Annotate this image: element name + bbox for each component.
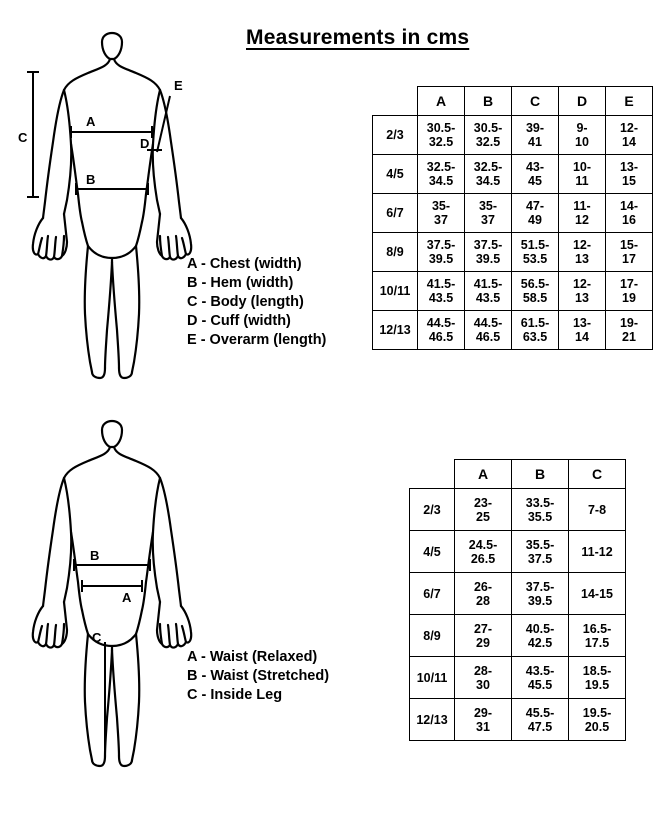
table-top-size-1: 4/5 <box>373 155 418 194</box>
legend-top-item-c: C - Body (length) <box>187 294 304 310</box>
table-top-header-row <box>373 87 653 116</box>
table-top-cell-1-0: 32.5- 34.5 <box>418 155 465 194</box>
table-top-col-a: A <box>418 87 465 116</box>
figure-label-a-top: A <box>86 114 96 129</box>
table-bottom-cell-5-0: 29- 31 <box>455 699 512 741</box>
table-top-cell-5-0: 44.5- 46.5 <box>418 311 465 350</box>
table-top-cell-5-1: 44.5- 46.5 <box>465 311 512 350</box>
table-bottom-cell-2-1: 37.5- 39.5 <box>512 573 569 615</box>
table-row <box>373 233 653 272</box>
table-bottom-cell-3-1: 40.5- 42.5 <box>512 615 569 657</box>
table-bottom-size-2: 6/7 <box>410 573 455 615</box>
table-top-cell-1-3: 10- 11 <box>559 155 606 194</box>
table-top-cell-2-4: 14- 16 <box>606 194 653 233</box>
table-row <box>373 116 653 155</box>
table-bottom-size-0: 2/3 <box>410 489 455 531</box>
table-top-size-2: 6/7 <box>373 194 418 233</box>
table-row <box>410 573 626 615</box>
table-top-col-c: C <box>512 87 559 116</box>
table-top-size-5: 12/13 <box>373 311 418 350</box>
table-top-cell-3-3: 12- 13 <box>559 233 606 272</box>
table-row <box>410 615 626 657</box>
table-bottom-cell-1-0: 24.5- 26.5 <box>455 531 512 573</box>
table-row <box>373 155 653 194</box>
table-top-cell-3-2: 51.5- 53.5 <box>512 233 559 272</box>
table-top-cell-2-2: 47- 49 <box>512 194 559 233</box>
table-row <box>373 194 653 233</box>
table-top-cell-1-1: 32.5- 34.5 <box>465 155 512 194</box>
table-bottom-cell-5-1: 45.5- 47.5 <box>512 699 569 741</box>
male-torso-figure-bottom <box>10 410 230 770</box>
table-bottom-corner <box>410 460 455 489</box>
table-top-col-d: D <box>559 87 606 116</box>
figure-label-c-bottom: C <box>92 630 102 645</box>
table-top-cell-3-1: 37.5- 39.5 <box>465 233 512 272</box>
legend-bottom <box>187 648 329 705</box>
table-bottom-col-b: B <box>512 460 569 489</box>
table-top-cell-0-3: 9- 10 <box>559 116 606 155</box>
table-top-size-3: 8/9 <box>373 233 418 272</box>
legend-bottom-item-b: B - Waist (Stretched) <box>187 668 330 684</box>
table-bottom-size-3: 8/9 <box>410 615 455 657</box>
table-top-col-e: E <box>606 87 653 116</box>
table-top-cell-2-3: 11- 12 <box>559 194 606 233</box>
table-top-corner <box>373 87 418 116</box>
figure-label-d-top: D <box>140 136 150 151</box>
table-bottom-size-1: 4/5 <box>410 531 455 573</box>
table-top-cell-4-4: 17- 19 <box>606 272 653 311</box>
table-top-cell-4-3: 12- 13 <box>559 272 606 311</box>
table-bottom-cell-3-2: 16.5- 17.5 <box>569 615 626 657</box>
table-bottom-cell-0-0: 23- 25 <box>455 489 512 531</box>
figure-label-e-top: E <box>174 78 183 93</box>
table-bottom-cell-0-2: 7-8 <box>569 489 626 531</box>
table-bottom-cell-1-1: 35.5- 37.5 <box>512 531 569 573</box>
table-row <box>373 311 653 350</box>
table-top-cell-4-0: 41.5- 43.5 <box>418 272 465 311</box>
table-top-cell-5-4: 19- 21 <box>606 311 653 350</box>
table-bottom-cell-3-0: 27- 29 <box>455 615 512 657</box>
table-row <box>410 489 626 531</box>
figure-label-a-bottom: A <box>122 590 132 605</box>
table-bottom-cell-0-1: 33.5- 35.5 <box>512 489 569 531</box>
table-top-cell-5-2: 61.5- 63.5 <box>512 311 559 350</box>
legend-top-item-a: A - Chest (width) <box>187 256 302 272</box>
table-top-cell-0-4: 12- 14 <box>606 116 653 155</box>
table-bottom-cell-2-2: 14-15 <box>569 573 626 615</box>
table-top-cell-3-0: 37.5- 39.5 <box>418 233 465 272</box>
table-top-cell-3-4: 15- 17 <box>606 233 653 272</box>
table-top-cell-0-0: 30.5- 32.5 <box>418 116 465 155</box>
page-title: Measurements in cms <box>246 26 470 49</box>
figure-label-b-bottom: B <box>90 548 100 563</box>
table-top-cell-1-4: 13- 15 <box>606 155 653 194</box>
table-bottom-size-4: 10/11 <box>410 657 455 699</box>
table-top-col-b: B <box>465 87 512 116</box>
table-top-cell-5-3: 13- 14 <box>559 311 606 350</box>
table-bottom-cell-1-2: 11-12 <box>569 531 626 573</box>
table-row <box>373 272 653 311</box>
table-top-cell-0-1: 30.5- 32.5 <box>465 116 512 155</box>
table-top-cell-2-0: 35- 37 <box>418 194 465 233</box>
table-bottom-header-row <box>410 460 626 489</box>
table-bottom-cell-4-1: 43.5- 45.5 <box>512 657 569 699</box>
table-row <box>410 657 626 699</box>
table-top-size-0: 2/3 <box>373 116 418 155</box>
figure-label-c-top: C <box>18 130 28 145</box>
table-bottom-cell-4-0: 28- 30 <box>455 657 512 699</box>
table-bottom-cell-2-0: 26- 28 <box>455 573 512 615</box>
table-bottom-size-5: 12/13 <box>410 699 455 741</box>
table-top-size-4: 10/11 <box>373 272 418 311</box>
table-top-cell-4-2: 56.5- 58.5 <box>512 272 559 311</box>
legend-top <box>187 255 326 350</box>
table-top-cell-0-2: 39- 41 <box>512 116 559 155</box>
table-row <box>410 531 626 573</box>
legend-top-item-b: B - Hem (width) <box>187 275 294 291</box>
legend-top-item-d: D - Cuff (width) <box>187 313 291 329</box>
table-bottom-col-a: A <box>455 460 512 489</box>
measurements-table-bottom <box>409 459 626 741</box>
table-top-cell-4-1: 41.5- 43.5 <box>465 272 512 311</box>
table-top-cell-1-2: 43- 45 <box>512 155 559 194</box>
table-bottom-col-c: C <box>569 460 626 489</box>
measurements-table-top <box>372 86 653 350</box>
figure-label-b-top: B <box>86 172 96 187</box>
legend-bottom-item-c: C - Inside Leg <box>187 687 283 703</box>
legend-top-item-e: E - Overarm (length) <box>187 332 327 348</box>
legend-bottom-item-a: A - Waist (Relaxed) <box>187 649 318 665</box>
table-bottom-cell-4-2: 18.5- 19.5 <box>569 657 626 699</box>
table-bottom-cell-5-2: 19.5- 20.5 <box>569 699 626 741</box>
table-top-cell-2-1: 35- 37 <box>465 194 512 233</box>
table-row <box>410 699 626 741</box>
